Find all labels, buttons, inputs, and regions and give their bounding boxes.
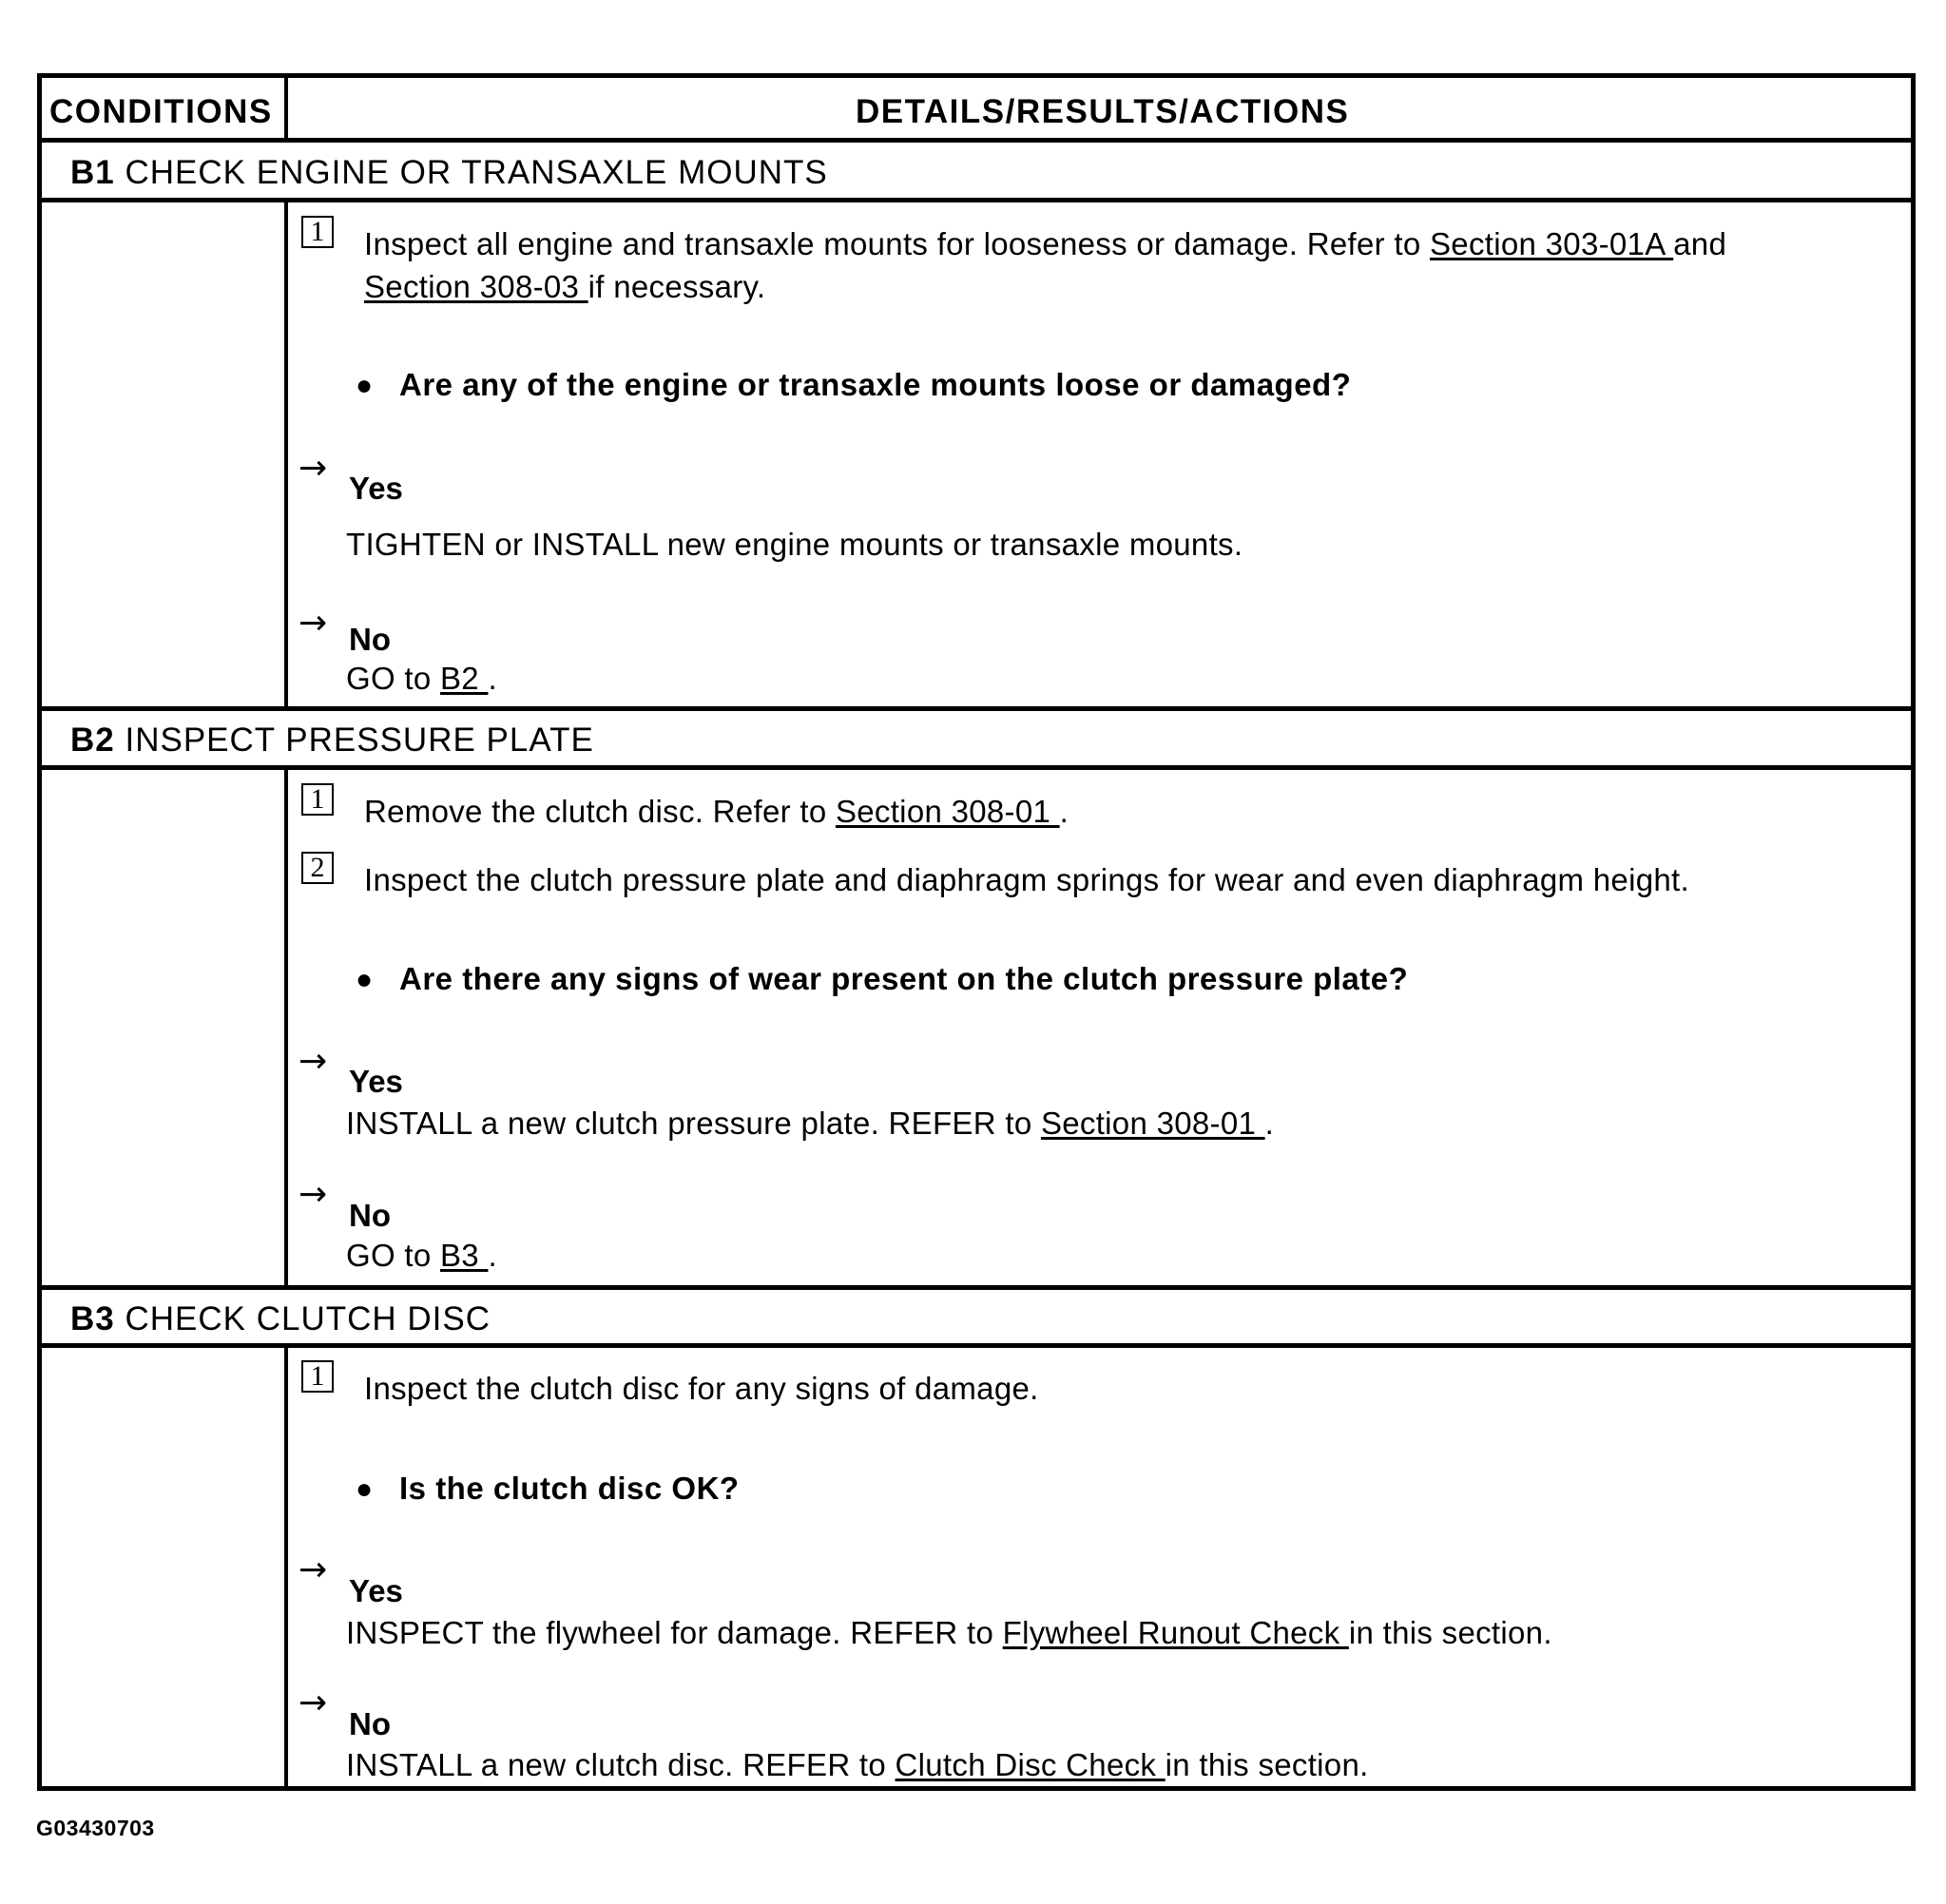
step-number-box: 1	[301, 783, 334, 816]
b1-title-divider	[42, 198, 1911, 202]
question-text: Is the clutch disc OK?	[399, 1471, 740, 1506]
arrow-right-icon: →	[299, 604, 328, 643]
b2-title-divider	[42, 765, 1911, 770]
yes-label: Yes	[349, 1064, 403, 1099]
yes-action: INSPECT the flywheel for damage. REFER to Flywheel Runout Check in this section.	[346, 1615, 1552, 1650]
arrow-right-icon: →	[299, 449, 328, 488]
step-number-box: 1	[301, 1360, 334, 1393]
column-divider	[284, 78, 288, 138]
no-action: GO to B3 .	[346, 1238, 497, 1273]
section-title-text: CHECK ENGINE OR TRANSAXLE MOUNTS	[125, 154, 828, 191]
section-title-b1	[70, 156, 828, 189]
yes-label: Yes	[349, 1573, 403, 1608]
no-action: GO to B2 .	[346, 661, 497, 696]
question-text: Are any of the engine or transaxle mounts loose or damaged?	[399, 367, 1352, 402]
arrow-right-icon: →	[299, 1683, 328, 1722]
section-title-text: INSPECT PRESSURE PLATE	[125, 721, 594, 759]
yes-label: Yes	[349, 471, 403, 506]
yes-action: TIGHTEN or INSTALL new engine mounts or transaxle mounts.	[346, 527, 1243, 562]
link-b2[interactable]: B2	[440, 661, 489, 696]
step-text: Remove the clutch disc. Refer to Section 308-01 .	[364, 794, 1069, 829]
section-code: B2	[70, 721, 115, 759]
step-text: Inspect all engine and transaxle mounts for looseness or damage. Refer to Section 303-01A and	[364, 226, 1727, 261]
step-number-box: 1	[301, 216, 334, 248]
link-flywheel-runout-check[interactable]: Flywheel Runout Check	[1002, 1615, 1349, 1650]
header-divider	[42, 138, 1911, 143]
column-divider	[284, 765, 288, 1285]
arrow-right-icon: →	[299, 1042, 328, 1081]
b2-section-divider	[42, 706, 1911, 711]
section-code: B1	[70, 154, 115, 191]
column-divider	[284, 198, 288, 706]
section-code: B3	[70, 1300, 115, 1337]
step-text: Inspect the clutch pressure plate and diaphragm springs for wear and even diaphragm height.	[364, 862, 1689, 897]
no-action: INSTALL a new clutch disc. REFER to Clutch Disc Check in this section.	[346, 1747, 1369, 1782]
section-title-text: CHECK CLUTCH DISC	[125, 1300, 491, 1337]
yes-action: INSTALL a new clutch pressure plate. REFER to Section 308-01 .	[346, 1106, 1275, 1141]
bullet-icon: ●	[356, 370, 374, 401]
no-label: No	[349, 1706, 391, 1741]
diagnostic-table	[37, 73, 1916, 1791]
bullet-icon: ●	[356, 1473, 374, 1505]
details-header: DETAILS/RESULTS/ACTIONS	[856, 93, 1350, 130]
conditions-header: CONDITIONS	[49, 93, 273, 130]
no-label: No	[349, 1198, 391, 1233]
bullet-icon: ●	[356, 964, 374, 995]
no-label: No	[349, 622, 391, 657]
b3-section-divider	[42, 1285, 1911, 1290]
arrow-right-icon: →	[299, 1550, 328, 1589]
arrow-right-icon: →	[299, 1175, 328, 1214]
figure-id: G03430703	[36, 1816, 155, 1840]
link-section-308-01[interactable]: Section 308-01	[1040, 1106, 1265, 1141]
link-section-308-03[interactable]: Section 308-03	[364, 269, 588, 304]
b3-title-divider	[42, 1343, 1911, 1348]
section-title-b2	[70, 723, 594, 757]
step-text-cont: Section 308-03 if necessary.	[364, 269, 766, 304]
link-section-308-01[interactable]: Section 308-01	[835, 794, 1060, 829]
section-title-b3	[70, 1302, 491, 1336]
link-section-303-01a[interactable]: Section 303-01A	[1430, 226, 1674, 261]
link-b3[interactable]: B3	[440, 1238, 489, 1273]
step-number-box: 2	[301, 852, 334, 884]
column-divider	[284, 1343, 288, 1791]
step-text: Inspect the clutch disc for any signs of damage.	[364, 1371, 1039, 1406]
link-clutch-disc-check[interactable]: Clutch Disc Check	[895, 1747, 1166, 1782]
question-text: Are there any signs of wear present on the clutch pressure plate?	[399, 961, 1409, 996]
